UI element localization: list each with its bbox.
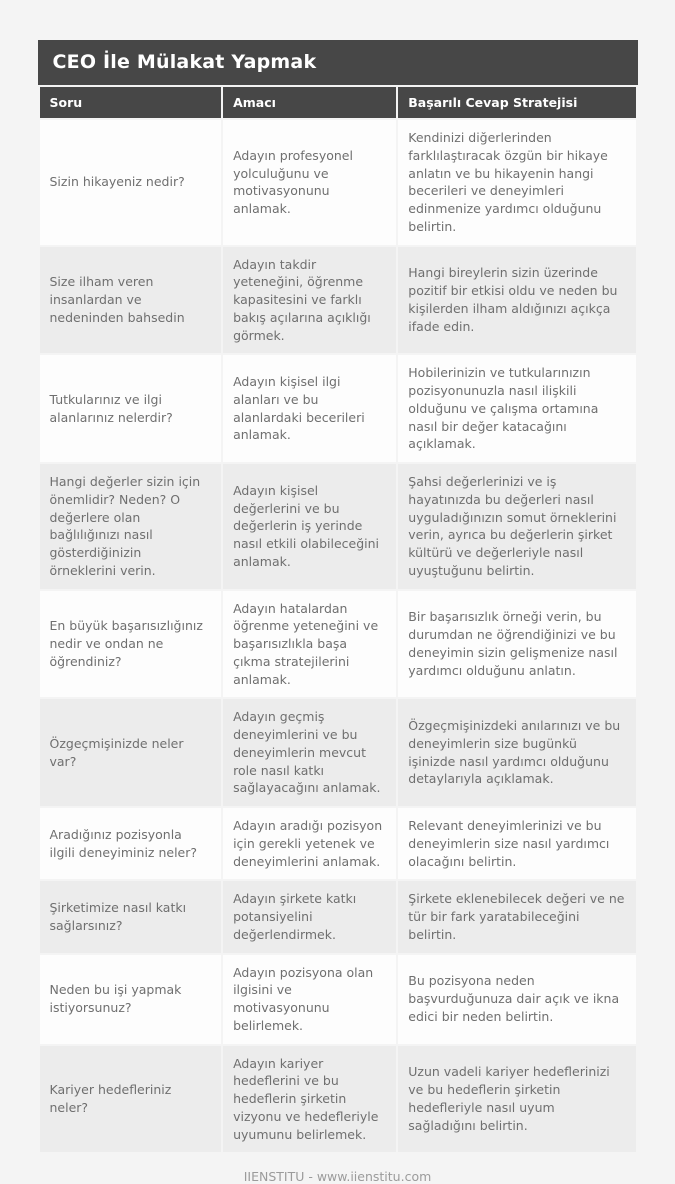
table-row <box>39 698 637 807</box>
question-cell: Size ilham veren insanlardan ve nedeninden bahsedin <box>39 246 223 355</box>
column-header-amaci: Amacı <box>222 86 397 119</box>
strategy-cell: Özgeçmişinizdeki anılarınızı ve bu deneyimlerin size bugünkü işinizde nasıl yardımcı olduğunu detaylarıyla açıklamak. <box>397 698 636 807</box>
strategy-cell: Bu pozisyona neden başvurduğunuza dair açık ve ikna edici bir neden belirtin. <box>397 954 636 1045</box>
table-row <box>39 463 637 590</box>
table-row <box>39 954 637 1045</box>
table-row <box>39 246 637 355</box>
strategy-cell: Hangi bireylerin sizin üzerinde pozitif bir etkisi oldu ve neden bu kişilerden ilham aldığınızı açıkça ifade edin. <box>397 246 636 355</box>
purpose-cell: Adayın aradığı pozisyon için gerekli yetenek ve deneyimlerini anlamak. <box>222 807 397 880</box>
table-row <box>39 590 637 699</box>
purpose-cell: Adayın pozisyona olan ilgisini ve motivasyonunu belirlemek. <box>222 954 397 1045</box>
purpose-cell: Adayın kariyer hedeflerini ve bu hedeflerin şirketin vizyonu ve hedefleriyle uyumunu belirlemek. <box>222 1045 397 1154</box>
purpose-cell: Adayın şirkete katkı potansiyelini değerlendirmek. <box>222 880 397 953</box>
table-row <box>39 880 637 953</box>
strategy-cell: Uzun vadeli kariyer hedeflerinizi ve bu hedeflerin şirketin hedefleriyle nasıl uyum sağladığını belirtin. <box>397 1045 636 1154</box>
question-cell: Aradığınız pozisyonla ilgili deneyiminiz neler? <box>39 807 223 880</box>
strategy-cell: Şahsi değerlerinizi ve iş hayatınızda bu değerleri nasıl uyguladığınızın somut örneklerini verin, ayrıca bu değerlerin şirket kültürü ve değerleriyle nasıl uyuştuğunu belirtin. <box>397 463 636 590</box>
question-cell: Neden bu işi yapmak istiyorsunuz? <box>39 954 223 1045</box>
question-cell: Hangi değerler sizin için önemlidir? Neden? O değerlere olan bağlılığınızı nasıl gösterdiğinizin örneklerini verin. <box>39 463 223 590</box>
strategy-cell: Bir başarısızlık örneği verin, bu durumdan ne öğrendiğinizi ve bu deneyimin sizin gelişmenize nasıl yardımcı olduğunu anlatın. <box>397 590 636 699</box>
purpose-cell: Adayın kişisel ilgi alanları ve bu alanlardaki becerileri anlamak. <box>222 354 397 463</box>
footer-credit: IIENSTITU - www.iienstitu.com <box>243 1169 432 1184</box>
purpose-cell: Adayın takdir yeteneğini, öğrenme kapasitesini ve farklı bakış açılarına açıklığı görmek. <box>222 246 397 355</box>
page-title: CEO İle Mülakat Yapmak <box>38 40 638 85</box>
question-cell: Sizin hikayeniz nedir? <box>39 119 223 246</box>
interview-table-card <box>38 40 638 1154</box>
strategy-cell: Relevant deneyimlerinizi ve bu deneyimlerin size nasıl yardımcı olacağını belirtin. <box>397 807 636 880</box>
strategy-cell: Kendinizi diğerlerinden farklılaştıracak özgün bir hikaye anlatın ve bu hikayenin hangi becerileri ve deneyimleri edinmenize yardımcı olduğunu belirtin. <box>397 119 636 246</box>
question-cell: En büyük başarısızlığınız nedir ve ondan ne öğrendiniz? <box>39 590 223 699</box>
question-cell: Kariyer hedefleriniz neler? <box>39 1045 223 1154</box>
strategy-cell: Hobilerinizin ve tutkularınızın pozisyonunuzla nasıl ilişkili olduğunu ve çalışma ortamına nasıl bir değer katacağını açıklamak. <box>397 354 636 463</box>
purpose-cell: Adayın profesyonel yolculuğunu ve motivasyonunu anlamak. <box>222 119 397 246</box>
table-row <box>39 1045 637 1154</box>
table-row <box>39 119 637 246</box>
interview-questions-table <box>38 85 638 1154</box>
question-cell: Tutkularınız ve ilgi alanlarınız nelerdir? <box>39 354 223 463</box>
strategy-cell: Şirkete eklenebilecek değeri ve ne tür bir fark yaratabileceğini belirtin. <box>397 880 636 953</box>
purpose-cell: Adayın geçmiş deneyimlerini ve bu deneyimlerin mevcut role nasıl katkı sağlayacağını anlamak. <box>222 698 397 807</box>
question-cell: Şirketimize nasıl katkı sağlarsınız? <box>39 880 223 953</box>
column-header-strateji: Başarılı Cevap Stratejisi <box>397 86 636 119</box>
table-row <box>39 807 637 880</box>
page <box>0 40 675 1184</box>
table-row <box>39 354 637 463</box>
purpose-cell: Adayın hatalardan öğrenme yeteneğini ve başarısızlıkla başa çıkma stratejilerini anlamak. <box>222 590 397 699</box>
table-header-row <box>39 86 637 119</box>
purpose-cell: Adayın kişisel değerlerini ve bu değerlerin iş yerinde nasıl etkili olabileceğini anlamak. <box>222 463 397 590</box>
column-header-soru: Soru <box>39 86 223 119</box>
question-cell: Özgeçmişinizde neler var? <box>39 698 223 807</box>
